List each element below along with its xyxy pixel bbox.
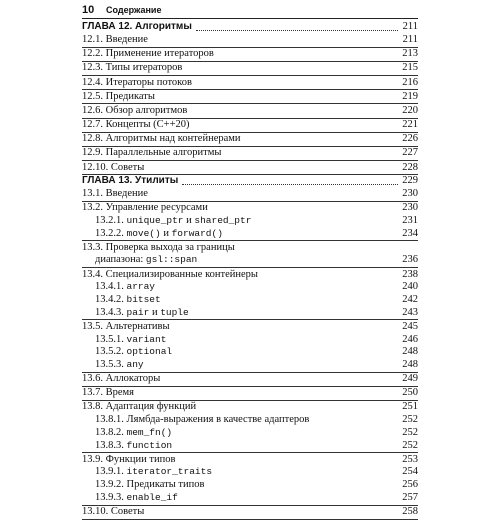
entry-page: 250 — [402, 387, 418, 399]
entry-title: 12.5. Предикаты — [82, 90, 155, 102]
entry-title: 12.10. Советы — [82, 161, 145, 173]
code-term: optional — [126, 346, 173, 358]
page-header — [82, 4, 418, 18]
entry-page: 242 — [402, 293, 418, 305]
chapter-title: ГЛАВА 13. Утилиты — [82, 175, 179, 186]
toc-subentry[interactable] — [82, 492, 418, 505]
entry-page: 227 — [402, 147, 418, 159]
entry-page: 216 — [402, 76, 418, 88]
conjunction: и — [149, 306, 161, 318]
code-term: shared_ptr — [194, 214, 252, 226]
entry-title: 13.6. Аллокаторы — [82, 373, 161, 385]
toc-entry[interactable] — [82, 454, 418, 467]
toc-entry[interactable] — [82, 402, 418, 415]
toc-chapter-heading[interactable] — [82, 174, 418, 188]
entry-page: 245 — [402, 320, 418, 332]
entry-number: 13.4.3. — [95, 306, 124, 318]
entry-page: 252 — [402, 414, 418, 426]
toc-subentry[interactable] — [82, 440, 418, 453]
entry-number: 13.5.3. — [95, 358, 124, 370]
entry-number: 13.5.2. — [95, 346, 124, 358]
entry-page: 251 — [402, 401, 418, 413]
entry-continuation: диапазона: — [95, 254, 144, 266]
entry-page: 243 — [402, 306, 418, 318]
toc-entry-line1[interactable] — [82, 242, 418, 255]
page-number: 10 — [82, 4, 95, 16]
entry-title: 13.7. Время — [82, 387, 135, 399]
toc-subentry[interactable] — [82, 228, 418, 241]
entry-page: 231 — [402, 214, 418, 226]
entry-page: 240 — [402, 281, 418, 293]
entry-title: 12.6. Обзор алгоритмов — [82, 104, 188, 116]
entry-title: 12.4. Итераторы потоков — [82, 76, 192, 88]
entry-page: 221 — [402, 119, 418, 131]
entry-number: 13.2.2. — [95, 227, 124, 239]
toc-entry[interactable] — [82, 77, 418, 90]
code-term: gsl::span — [145, 254, 198, 266]
entry-title: 13.4. Специализированные контейнеры — [82, 268, 258, 280]
entry-title: 12.8. Алгоритмы над контейнерами — [82, 133, 241, 145]
toc-subentry[interactable] — [82, 307, 418, 320]
toc-entry[interactable] — [82, 105, 418, 118]
entry-title: 13.5. Альтернативы — [82, 320, 170, 332]
toc-subentry[interactable] — [82, 466, 418, 479]
toc-subentry[interactable] — [82, 346, 418, 359]
entry-page: 230 — [402, 202, 418, 214]
code-term: enable_if — [126, 491, 178, 503]
toc-entry[interactable] — [82, 162, 418, 175]
toc-subentry[interactable] — [82, 359, 418, 372]
entry-title: 12.7. Концепты (С++20) — [82, 119, 190, 131]
toc-entry[interactable] — [82, 119, 418, 132]
toc-subentry[interactable] — [82, 215, 418, 228]
toc-section-block — [82, 34, 418, 48]
toc-entry[interactable] — [82, 188, 418, 201]
entry-title: 13.9.2. Предикаты типов — [95, 479, 205, 491]
conjunction: и — [160, 227, 172, 239]
entry-number: 13.4.1. — [95, 281, 124, 293]
toc-entry[interactable] — [82, 148, 418, 161]
entry-page: 228 — [402, 161, 418, 173]
chapter-page: 229 — [402, 175, 418, 186]
toc-entry[interactable] — [82, 202, 418, 215]
entry-number: 13.9.1. — [95, 466, 124, 478]
chapter-page: 211 — [402, 21, 418, 32]
toc-entry[interactable] — [82, 48, 418, 61]
toc-subentry[interactable] — [82, 281, 418, 294]
entry-page: 252 — [402, 426, 418, 438]
entry-page: 220 — [402, 104, 418, 116]
chapter-title: ГЛАВА 12. Алгоритмы — [82, 21, 192, 32]
toc-entry[interactable] — [82, 91, 418, 104]
code-term: bitset — [126, 293, 161, 305]
toc-subentry[interactable] — [82, 334, 418, 347]
toc-entry[interactable] — [82, 62, 418, 75]
entry-page: 254 — [402, 466, 418, 478]
toc-chapter-12 — [82, 20, 418, 176]
code-term: any — [126, 358, 144, 370]
entry-title: 13.1. Введение — [82, 187, 148, 199]
entry-page: 257 — [402, 491, 418, 503]
entry-page: 248 — [402, 346, 418, 358]
leader-dots — [182, 184, 398, 185]
entry-number: 13.9.3. — [95, 491, 124, 503]
code-term: iterator_traits — [126, 466, 213, 478]
entry-page: 226 — [402, 133, 418, 145]
entry-page: 249 — [402, 373, 418, 385]
code-term: move() — [126, 227, 161, 239]
code-term: pair — [126, 306, 150, 318]
toc-chapter-heading[interactable] — [82, 20, 418, 34]
toc-entry[interactable] — [82, 506, 418, 519]
entry-page: 248 — [402, 358, 418, 370]
code-term: variant — [126, 333, 167, 345]
entry-title: 13.8. Адаптация функций — [82, 401, 197, 413]
entry-page: 258 — [402, 505, 418, 517]
entry-title: 12.3. Типы итераторов — [82, 62, 183, 74]
header-rule — [82, 18, 418, 19]
conjunction: и — [183, 214, 195, 226]
entry-page: 219 — [402, 90, 418, 102]
entry-page: 238 — [402, 268, 418, 280]
toc-subentry[interactable] — [82, 414, 418, 427]
entry-page: 246 — [402, 333, 418, 345]
entry-title: 13.8.1. Лямбда-выражения в качестве адаптеров — [95, 414, 310, 426]
entry-page: 256 — [402, 479, 418, 491]
entry-title: 13.3. Проверка выхода за границы — [82, 241, 235, 253]
toc-entry[interactable] — [82, 387, 418, 400]
running-title: Содержание — [106, 5, 162, 15]
toc-entry[interactable] — [82, 269, 418, 282]
toc-chapter-13 — [82, 174, 418, 520]
entry-title: 13.2. Управление ресурсами — [82, 202, 208, 214]
toc-entry-line2[interactable] — [82, 254, 418, 267]
toc-entry[interactable] — [82, 133, 418, 146]
toc-entry[interactable] — [82, 321, 418, 334]
toc-subentry[interactable] — [82, 427, 418, 440]
toc-entry[interactable] — [82, 34, 418, 47]
toc-entry[interactable] — [82, 373, 418, 386]
entry-page: 213 — [402, 48, 418, 60]
entry-number: 13.8.3. — [95, 439, 124, 451]
entry-title: 13.10. Советы — [82, 505, 145, 517]
entry-number: 13.8.2. — [95, 426, 124, 438]
toc-subentry[interactable] — [82, 479, 418, 492]
entry-number: 13.2.1. — [95, 214, 124, 226]
entry-title: 12.1. Введение — [82, 33, 148, 45]
entry-page: 215 — [402, 62, 418, 74]
code-term: mem_fn() — [126, 426, 173, 438]
code-term: unique_ptr — [126, 214, 184, 226]
code-term: forward() — [171, 227, 223, 239]
entry-page: 234 — [402, 227, 418, 239]
entry-number: 13.5.1. — [95, 333, 124, 345]
entry-title: 12.2. Применение итераторов — [82, 48, 214, 60]
entry-page: 236 — [402, 254, 418, 266]
entry-page: 211 — [402, 33, 418, 45]
code-term: function — [126, 439, 173, 451]
entry-number: 13.4.2. — [95, 293, 124, 305]
leader-dots — [196, 30, 398, 31]
entry-page: 253 — [402, 453, 418, 465]
toc-subentry[interactable] — [82, 294, 418, 307]
entry-title: 12.9. Параллельные алгоритмы — [82, 147, 222, 159]
entry-title: 13.9. Функции типов — [82, 453, 176, 465]
entry-page: 252 — [402, 439, 418, 451]
code-term: tuple — [160, 306, 189, 318]
entry-page: 230 — [402, 187, 418, 199]
code-term: array — [126, 281, 156, 293]
